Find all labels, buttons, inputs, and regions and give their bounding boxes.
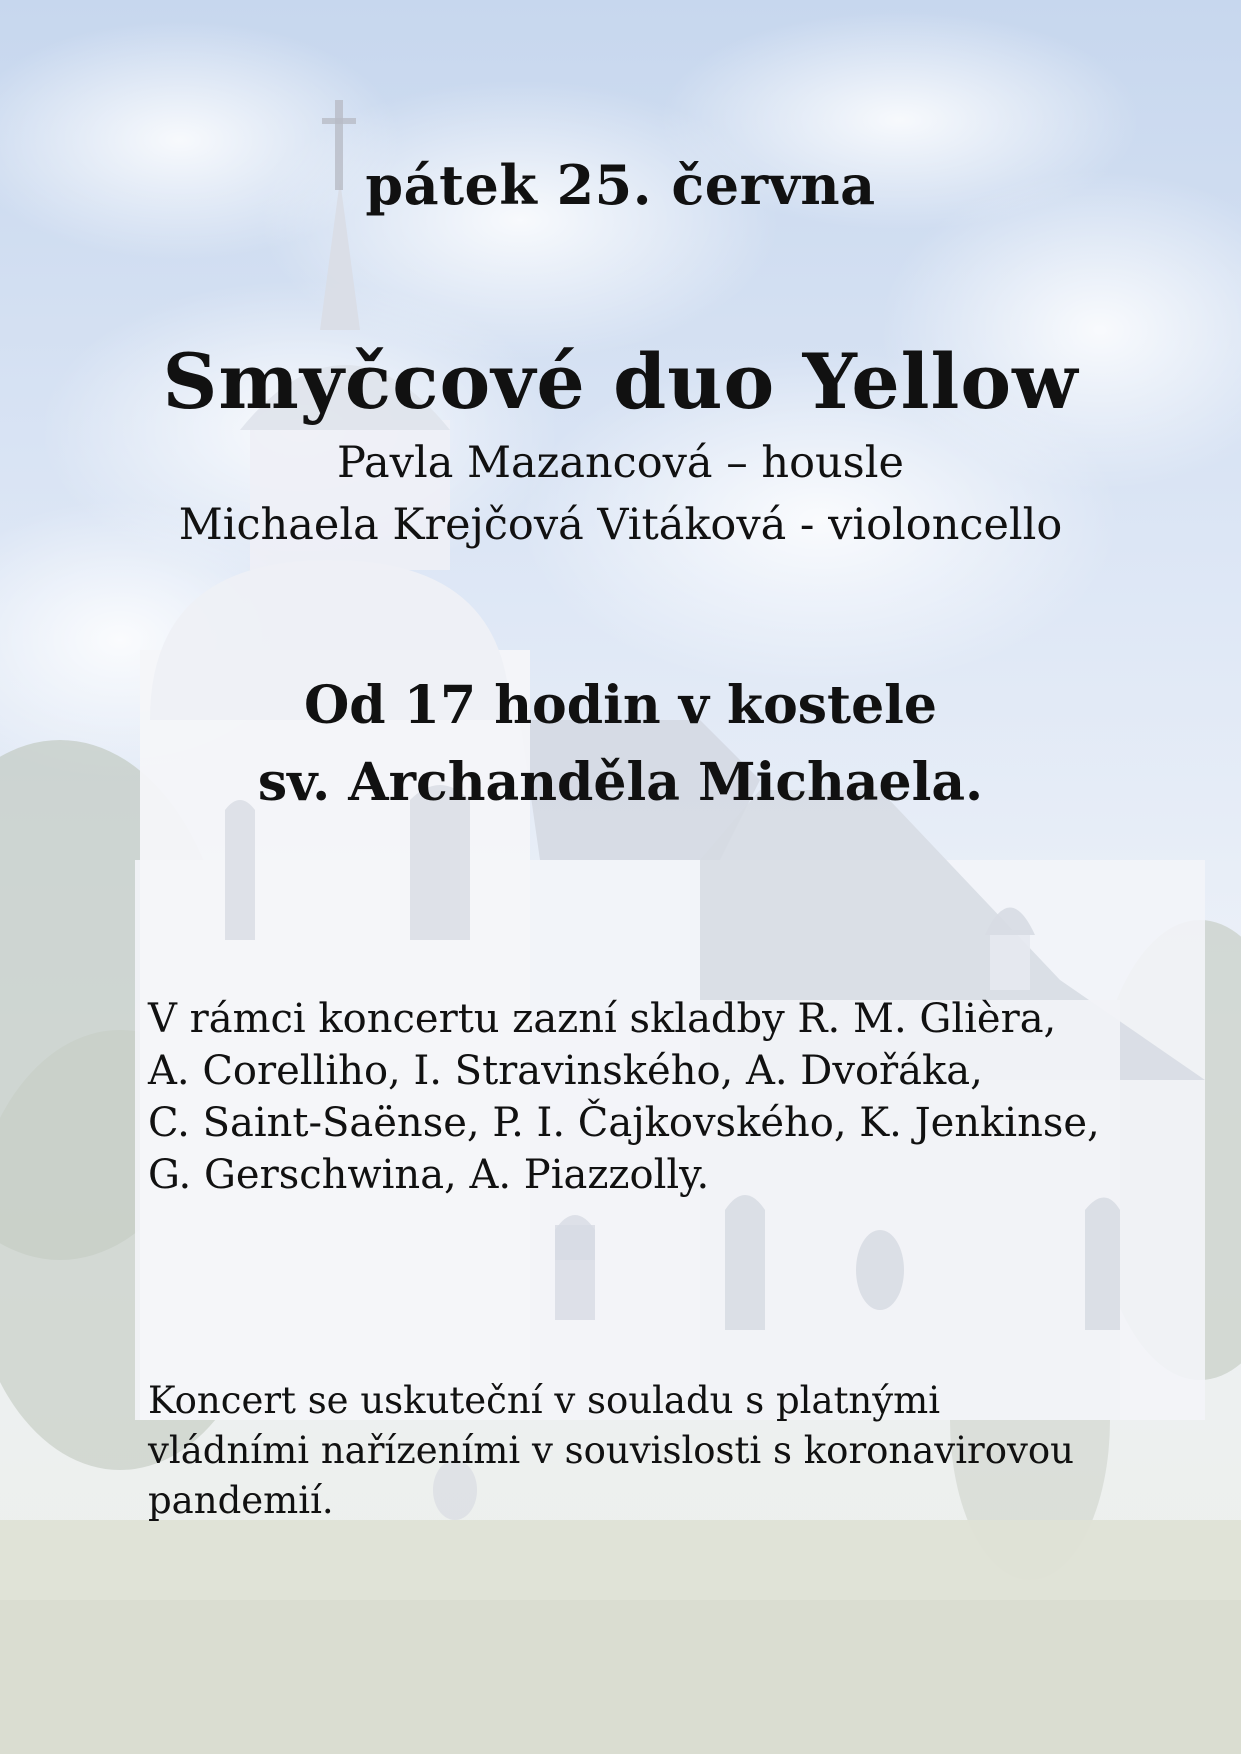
- program-line-1: V rámci koncertu zazní skladby R. M. Glièra,: [148, 996, 1057, 1042]
- program-paragraph: [148, 993, 1148, 1201]
- event-date: pátek 25. června: [365, 153, 876, 217]
- note-line-2: vládními nařízeními v souvislosti s koronavirovou: [148, 1429, 1075, 1472]
- venue-line-2: sv. Archanděla Michaela.: [257, 752, 984, 813]
- covid-note-paragraph: [148, 1376, 1148, 1526]
- venue-line-1: Od 17 hodin v kostele: [304, 675, 937, 736]
- note-line-3: pandemií.: [148, 1479, 334, 1522]
- program-line-2: A. Corelliho, I. Stravinského, A. Dvořáka,: [148, 1048, 983, 1094]
- program-line-4: G. Gerschwina, A. Piazzolly.: [148, 1152, 710, 1198]
- performer-1: Pavla Mazancová – housle: [337, 438, 904, 488]
- performer-2: Michaela Krejčová Vitáková - violoncello: [178, 500, 1063, 550]
- note-line-1: Koncert se uskuteční v souladu s platnými: [148, 1379, 941, 1422]
- program-line-3: C. Saint-Saënse, P. I. Čajkovského, K. Jenkinse,: [148, 1100, 1100, 1146]
- event-title: Smyčcové duo Yellow: [162, 337, 1079, 426]
